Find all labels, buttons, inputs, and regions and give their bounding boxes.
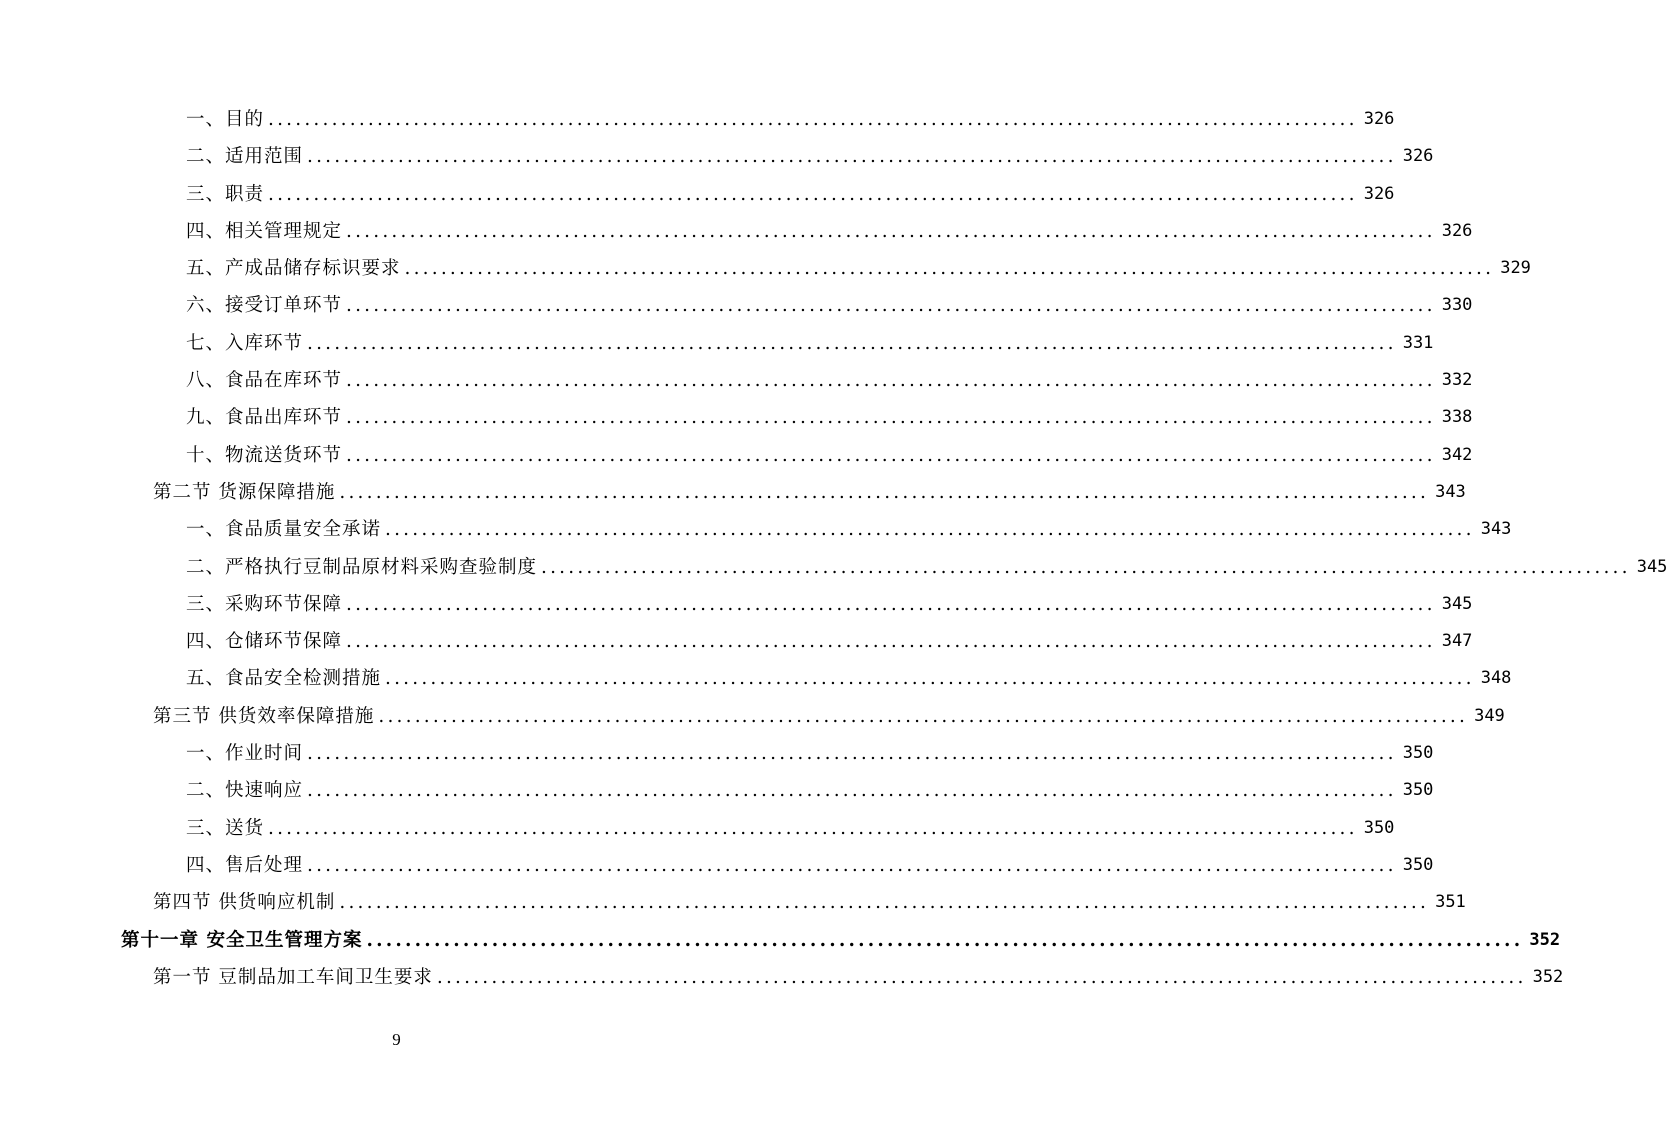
toc-entry-title: 九、食品出库环节 — [186, 407, 343, 429]
toc-entry-title: 四、售后处理 — [186, 854, 304, 876]
toc-entry-page-number: 332 — [1441, 370, 1473, 391]
toc-entry-page-number: 326 — [1363, 109, 1395, 129]
toc-entry-title: 一、作业时间 — [186, 743, 304, 765]
toc-dot-leader: ........................................................................................................................ — [307, 854, 1397, 876]
toc-entry-title: 第十一章 安全卫生管理方案 — [121, 929, 363, 951]
toc-entry-page-number: 343 — [1480, 519, 1512, 540]
toc-entry-page-number: 326 — [1441, 220, 1473, 241]
toc-dot-leader: ........................................................................................................................ — [339, 481, 1430, 503]
toc-item-entry[interactable] — [0, 511, 1512, 548]
toc-dot-leader: ........................................................................................................................ — [307, 780, 1397, 802]
toc-dot-leader: ........................................................................................................................ — [346, 407, 1436, 429]
toc-entry-title: 七、入库环节 — [186, 332, 304, 354]
toc-item-entry[interactable] — [0, 810, 1395, 847]
toc-entry-title: 二、适用范围 — [186, 146, 304, 168]
toc-entry-title: 二、严格执行豆制品原材料采购查验制度 — [186, 556, 538, 578]
toc-entry-page-number: 345 — [1636, 556, 1667, 577]
toc-entry-page-number: 347 — [1441, 631, 1473, 652]
toc-entry-page-number: 330 — [1441, 295, 1473, 316]
toc-entry-page-number: 350 — [1402, 854, 1434, 875]
toc-entry-title: 三、采购环节保障 — [186, 593, 343, 615]
toc-entry-page-number: 349 — [1474, 705, 1505, 726]
toc-dot-leader: ........................................................................................................................ — [366, 929, 1524, 951]
toc-entry-title: 第四节 供货响应机制 — [153, 892, 336, 914]
toc-entry-page-number: 350 — [1363, 817, 1395, 838]
page-number: 9 — [392, 1030, 401, 1049]
toc-dot-leader: ........................................................................................................................ — [346, 220, 1436, 242]
table-of-contents — [0, 101, 1667, 996]
toc-chapter-entry[interactable] — [0, 922, 1561, 959]
toc-section-entry[interactable] — [0, 474, 1466, 511]
toc-item-entry[interactable] — [0, 176, 1395, 213]
toc-entry-page-number: 350 — [1402, 743, 1434, 764]
toc-item-entry[interactable] — [0, 735, 1434, 772]
toc-entry-page-number: 331 — [1402, 332, 1434, 353]
toc-dot-leader: ........................................................................................................................ — [346, 444, 1436, 466]
toc-item-entry[interactable] — [0, 101, 1395, 138]
toc-entry-page-number: 348 — [1480, 668, 1512, 689]
toc-entry-page-number: 343 — [1435, 481, 1466, 502]
toc-entry-page-number: 352 — [1529, 929, 1561, 950]
toc-entry-title: 二、快速响应 — [186, 780, 304, 802]
toc-item-entry[interactable] — [0, 213, 1473, 250]
toc-dot-leader: ........................................................................................................................ — [541, 556, 1631, 578]
toc-dot-leader: ........................................................................................................................ — [268, 183, 1358, 205]
toc-entry-title: 三、职责 — [186, 183, 265, 205]
toc-entry-page-number: 352 — [1532, 966, 1564, 987]
toc-item-entry[interactable] — [0, 549, 1667, 586]
toc-entry-page-number: 345 — [1441, 593, 1473, 614]
toc-dot-leader: ........................................................................................................................ — [385, 668, 1475, 690]
toc-item-entry[interactable] — [0, 847, 1434, 884]
toc-dot-leader: ........................................................................................................................ — [307, 332, 1397, 354]
toc-item-entry[interactable] — [0, 772, 1434, 809]
toc-dot-leader: ........................................................................................................................ — [404, 258, 1495, 280]
toc-entry-title: 十、物流送货环节 — [186, 444, 343, 466]
toc-entry-title: 六、接受订单环节 — [186, 295, 343, 317]
toc-section-entry[interactable] — [0, 959, 1564, 996]
toc-item-entry[interactable] — [0, 623, 1473, 660]
toc-section-entry[interactable] — [0, 698, 1505, 735]
toc-entry-title: 第二节 货源保障措施 — [153, 481, 336, 503]
toc-entry-page-number: 342 — [1441, 444, 1473, 465]
toc-entry-page-number: 329 — [1500, 258, 1531, 279]
toc-entry-title: 五、产成品储存标识要求 — [186, 258, 401, 280]
toc-item-entry[interactable] — [0, 399, 1473, 436]
toc-dot-leader: ........................................................................................................................ — [339, 892, 1430, 914]
toc-dot-leader: ........................................................................................................................ — [307, 146, 1397, 168]
toc-entry-title: 四、仓储环节保障 — [186, 631, 343, 653]
toc-entry-title: 三、送货 — [186, 817, 265, 839]
toc-dot-leader: ........................................................................................................................ — [378, 705, 1469, 727]
toc-entry-page-number: 326 — [1402, 146, 1434, 167]
toc-dot-leader: ........................................................................................................................ — [307, 743, 1397, 765]
toc-entry-title: 四、相关管理规定 — [186, 220, 343, 242]
toc-entry-page-number: 326 — [1363, 183, 1395, 204]
toc-item-entry[interactable] — [0, 437, 1473, 474]
toc-dot-leader: ........................................................................................................................ — [346, 631, 1436, 653]
toc-dot-leader: ........................................................................................................................ — [346, 295, 1436, 317]
toc-entry-title: 一、食品质量安全承诺 — [186, 519, 382, 541]
toc-entry-page-number: 350 — [1402, 780, 1434, 801]
toc-dot-leader: ........................................................................................................................ — [268, 817, 1358, 839]
toc-dot-leader: ........................................................................................................................ — [268, 109, 1358, 130]
toc-entry-page-number: 338 — [1441, 407, 1473, 428]
toc-item-entry[interactable] — [0, 362, 1473, 399]
toc-entry-title: 第一节 豆制品加工车间卫生要求 — [153, 966, 433, 988]
toc-entry-title: 一、目的 — [186, 109, 265, 130]
toc-item-entry[interactable] — [0, 138, 1434, 175]
toc-item-entry[interactable] — [0, 287, 1473, 324]
toc-dot-leader: ........................................................................................................................ — [346, 593, 1436, 615]
toc-item-entry[interactable] — [0, 660, 1512, 697]
toc-entry-page-number: 351 — [1435, 892, 1466, 913]
toc-dot-leader: ........................................................................................................................ — [385, 519, 1475, 541]
toc-item-entry[interactable] — [0, 250, 1531, 287]
toc-entry-title: 八、食品在库环节 — [186, 370, 343, 392]
toc-entry-title: 五、食品安全检测措施 — [186, 668, 382, 690]
toc-dot-leader: ........................................................................................................................ — [346, 370, 1436, 392]
toc-section-entry[interactable] — [0, 884, 1466, 921]
toc-item-entry[interactable] — [0, 586, 1473, 623]
toc-dot-leader: ........................................................................................................................ — [436, 966, 1527, 988]
toc-entry-title: 第三节 供货效率保障措施 — [153, 705, 375, 727]
toc-item-entry[interactable] — [0, 325, 1434, 362]
